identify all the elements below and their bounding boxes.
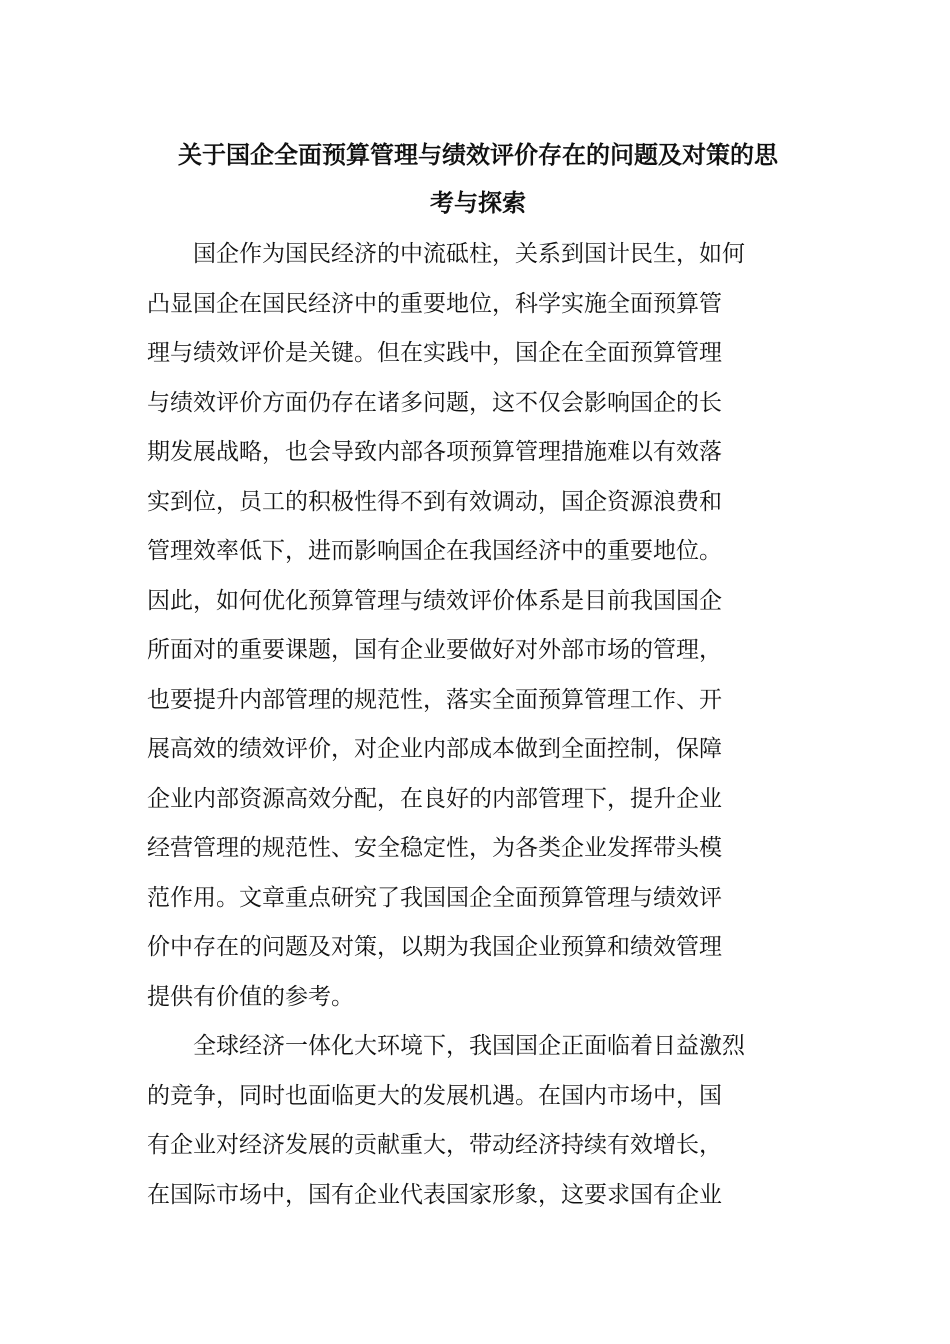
- title-line: 关于国企全面预算管理与绩效评价存在的问题及对策的思: [178, 140, 778, 169]
- text-line: 管理效率低下，进而影响国企在我国经济中的重要地位。: [147, 538, 722, 564]
- paragraph-context: [147, 1022, 807, 1220]
- text-line: 的竞争，同时也面临更大的发展机遇。在国内市场中，国: [147, 1082, 722, 1109]
- text-line: 展高效的绩效评价，对企业内部成本做到全面控制，保障: [147, 736, 722, 762]
- text-line: 期发展战略，也会导致内部各项预算管理措施难以有效落: [147, 439, 722, 465]
- text-line: 企业内部资源高效分配，在良好的内部管理下，提升企业: [147, 785, 722, 812]
- document-title: [148, 131, 808, 227]
- text-line: 与绩效评价方面仍存在诸多问题，这不仅会影响国企的长: [147, 389, 722, 416]
- text-line: 国企作为国民经济的中流砥柱，关系到国计民生，如何: [193, 241, 745, 267]
- title-line: 考与探索: [430, 188, 526, 217]
- text-line: 价中存在的问题及对策，以期为我国企业预算和绩效管理: [147, 934, 722, 960]
- text-line: 提供有价值的参考。: [147, 983, 354, 1010]
- text-line: 经营管理的规范性、安全稳定性，为各类企业发挥带头模: [147, 835, 722, 861]
- paragraph-intro: [147, 230, 807, 1022]
- text-line: 全球经济一体化大环境下，我国国企正面临着日益激烈: [193, 1033, 745, 1059]
- text-line: 所面对的重要课题，国有企业要做好对外部市场的管理，: [147, 637, 722, 663]
- text-line: 也要提升内部管理的规范性，落实全面预算管理工作、开: [147, 686, 722, 713]
- text-line: 有企业对经济发展的贡献重大，带动经济持续有效增长，: [147, 1132, 722, 1158]
- text-line: 理与绩效评价是关键。但在实践中，国企在全面预算管理: [147, 340, 722, 366]
- text-line: 实到位，员工的积极性得不到有效调动，国企资源浪费和: [147, 488, 722, 515]
- text-line: 凸显国企在国民经济中的重要地位，科学实施全面预算管: [147, 290, 722, 317]
- text-line: 范作用。文章重点研究了我国国企全面预算管理与绩效评: [147, 884, 722, 911]
- text-line: 在国际市场中，国有企业代表国家形象，这要求国有企业: [147, 1181, 722, 1208]
- text-line: 因此，如何优化预算管理与绩效评价体系是目前我国国企: [147, 587, 722, 614]
